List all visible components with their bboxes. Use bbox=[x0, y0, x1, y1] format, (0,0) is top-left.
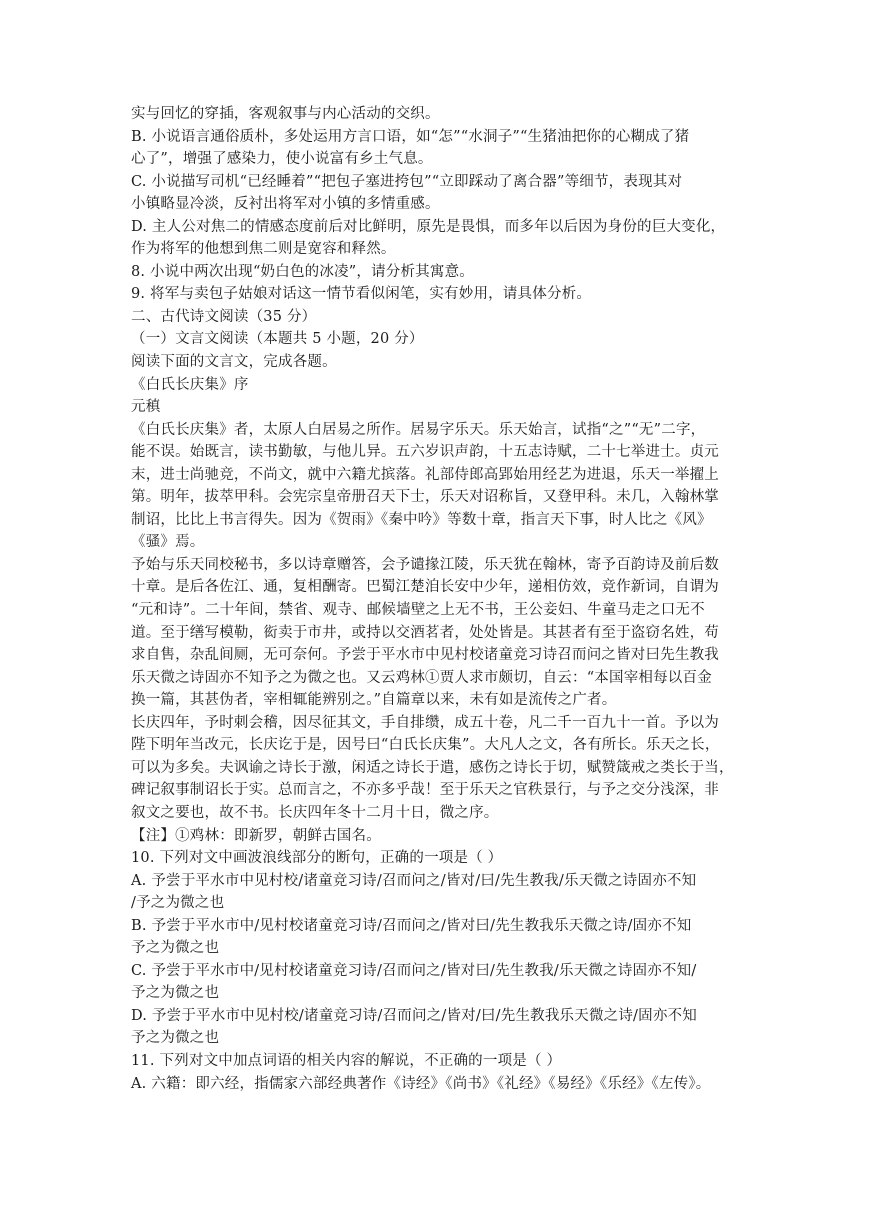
passage-author: 元稹 bbox=[131, 399, 161, 416]
passage-line: 能不误。始既言，读书勤敏，与他儿异。五六岁识声韵，十五志诗赋，二十七举进士。贞元 bbox=[131, 444, 719, 461]
question-10-option-b-cont: 予之为微之也 bbox=[131, 940, 220, 957]
document-body bbox=[131, 103, 741, 1095]
subsection-heading: （一）文言文阅读（本题共 5 小题，20 分） bbox=[131, 331, 424, 348]
text-line: 作为将军的他想到焦二则是宽容和释然。 bbox=[131, 241, 396, 258]
passage-line: 陛下明年当改元，长庆讫于是，因号曰“白氏长庆集”。大凡人之文，各有所长。乐天之长， bbox=[131, 737, 720, 754]
passage-line: 予始与乐天同校秘书，多以诗章赠答，会予谴掾江陵，乐天犹在翰林，寄予百韵诗及前后数 bbox=[131, 556, 719, 573]
passage-line: 叙文之要也，故不书。长庆四年冬十二月十日，微之序。 bbox=[131, 804, 499, 821]
text-line: 心了”，增强了感染力，使小说富有乡土气息。 bbox=[131, 151, 433, 168]
passage-line: 换一篇，其甚伪者，宰相辄能辨别之。”自篇章以来，未有如是流传之广者。 bbox=[131, 692, 617, 709]
question-10-option-a-cont: /予之为微之也 bbox=[131, 895, 225, 912]
passage-line: 制诏，比比上书言得失。因为《贺雨》《秦中吟》等数十章，指言天下事，时人比之《风》 bbox=[131, 511, 712, 528]
question-11-option-a: A. 六籍：即六经，指儒家六部经典著作《诗经》《尚书》《礼经》《易经》《乐经》《左传》。 bbox=[131, 1075, 711, 1092]
passage-line: 求自售，杂乱间厕，无可奈何。予尝于平水市中见村校诸童竞习诗召而问之皆对曰先生教我 bbox=[131, 647, 719, 664]
question-9: 9. 将军与卖包子姑娘对话这一情节看似闲笔，实有妙用，请具体分析。 bbox=[131, 286, 592, 303]
question-10-option-d-cont: 予之为微之也 bbox=[131, 1030, 220, 1047]
passage-line: 可以为多矣。夫讽谕之诗长于激，闲适之诗长于遣，感伤之诗长于切，赋赞箴戒之类长于当， bbox=[131, 759, 734, 776]
question-10-option-c: C. 予尝于平水市中/见村校诸童竞习诗/召而问之/皆对曰/先生教我/乐天微之诗固亦不知/ bbox=[131, 962, 697, 979]
passage-title: 《白氏长庆集》序 bbox=[131, 376, 249, 393]
question-10: 10. 下列对文中画波浪线部分的断句，正确的一项是（ ） bbox=[131, 850, 503, 867]
option-c-line: C. 小说描写司机“已经睡着”“把包子塞进挎包”“立即踩动了离合器”等细节，表现其对 bbox=[131, 173, 683, 190]
passage-line: 长庆四年，予时刺会稽，因尽征其文，手自排缵，成五十卷，凡二千一百九十一首。予以为 bbox=[131, 714, 719, 731]
question-10-option-b: B. 予尝于平水市中/见村校诸童竞习诗/召而问之/皆对曰/先生教我乐天微之诗/固亦不知 bbox=[131, 917, 692, 934]
passage-line: 乐天微之诗固亦不知予之为微之也。又云鸡林①贾人求市颇切，自云：“本国宰相每以百金 bbox=[131, 669, 712, 686]
question-10-option-a: A. 予尝于平水市中见村校/诸童竞习诗/召而问之/皆对/曰/先生教我/乐天微之诗固亦不知 bbox=[131, 872, 697, 889]
passage-line: 道。至于缮写模勒，衒卖于市井，或持以交酒茗者，处处皆是。其甚者有至于盗窃名姓，苟 bbox=[131, 624, 719, 641]
option-b-line: B. 小说语言通俗质朴，多处运用方言口语，如“怎”“水洞子”“生猪油把你的心糊成了猪 bbox=[131, 128, 690, 145]
passage-line: 末，进士尚驰竞，不尚文，就中六籍尤摈落。礼部侍郎高郢始用经艺为进退，乐天一举擢上 bbox=[131, 466, 719, 483]
question-10-option-c-cont: 予之为微之也 bbox=[131, 985, 220, 1002]
passage-line: “元和诗”。二十年间，禁省、观寺、邮候墙壁之上无不书，王公妾妇、牛童马走之口无不 bbox=[131, 602, 705, 619]
passage-line: 《白氏长庆集》者，太原人白居易之所作。居易字乐天。乐天始言，试指“之”“无”二字， bbox=[131, 421, 706, 438]
option-d-line: D. 主人公对焦二的情感态度前后对比鲜明，原先是畏惧，而多年以后因为身份的巨大变化， bbox=[131, 218, 726, 235]
instruction-line: 阅读下面的文言文，完成各题。 bbox=[131, 354, 337, 371]
passage-line: 第。明年，拔萃甲科。会宪宗皇帝册召天下士，乐天对诏称旨，又登甲科。未几，入翰林掌 bbox=[131, 489, 719, 506]
text-line: 实与回忆的穿插，客观叙事与内心活动的交织。 bbox=[131, 106, 440, 122]
section-heading: 二、古代诗文阅读（35 分） bbox=[131, 308, 317, 325]
question-10-option-d: D. 予尝于平水市中见村校/诸童竞习诗/召而问之/皆对/曰/先生教我乐天微之诗/固亦不知 bbox=[131, 1007, 697, 1024]
passage-line: 十章。是后各佐江、通，复相酬寄。巴蜀江楚洎长安中少年，递相仿效，竞作新词，自谓为 bbox=[131, 579, 719, 596]
question-8: 8. 小说中两次出现“奶白色的冰凌”，请分析其寓意。 bbox=[131, 263, 474, 280]
passage-line: 碑记叙事制诏长于实。总而言之，不亦多乎哉！至于乐天之官秩景行，与予之交分浅深，非 bbox=[131, 782, 719, 799]
footnote: 【注】①鸡林：即新罗，朝鲜古国名。 bbox=[131, 827, 381, 844]
question-11: 11. 下列对文中加点词语的相关内容的解说，不正确的一项是（ ） bbox=[131, 1052, 562, 1069]
passage-line: 《骚》焉。 bbox=[131, 534, 205, 551]
text-line: 小镇略显冷淡，反衬出将军对小镇的多情重感。 bbox=[131, 196, 440, 213]
